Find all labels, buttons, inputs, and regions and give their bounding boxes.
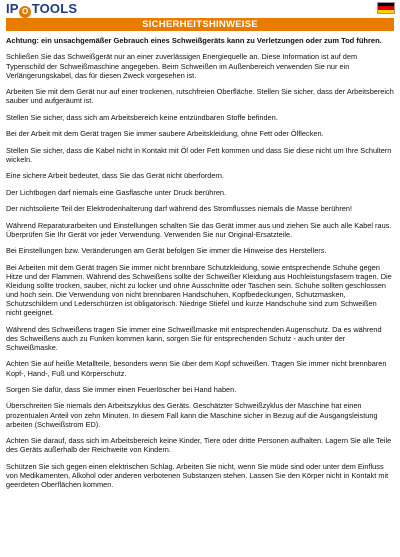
paragraph: Bei Einstellungen bzw. Veränderungen am Gerät befolgen Sie immer die Hinweise des Herstellers. xyxy=(6,246,327,256)
paragraph: Überschreiten Sie niemals den Arbeitszyklus des Geräts. Geschätzter Schweißzyklus der Maschine hat einen prozentualen Anteil von zehn Minuten. In diesem Fall kann die Maschine sicher in Bezug auf die Ausgangsleistung arbeiten (Schweißstrom ED). xyxy=(6,401,378,429)
paragraph: Stellen Sie sicher, dass sich am Arbeitsbereich keine entzündbaren Stoffe befinden. xyxy=(6,112,278,122)
logo-o-mark: O xyxy=(19,6,31,18)
paragraph: Achten Sie auf heiße Metallteile, besonders wenn Sie über dem Kopf schweißen. Tragen Sie immer nicht brennbaren Kopf-, Hand-, Fuß und Körperschutz. xyxy=(6,359,387,378)
safety-instructions xyxy=(6,36,394,496)
warning-text: Achtung: ein unsachgemäßer Gebrauch eines Schweißgeräts kann zu Verletzungen oder zum Tod führen. xyxy=(6,36,382,45)
paragraph: Der nichtsolierte Teil der Elektrodenhalterung darf während des Stromflusses niemals die Masse berühren! xyxy=(6,204,353,214)
paragraph: Schließen Sie das Schweißgerät nur an einer zuverlässigen Energiequelle an. Diese Information ist auf dem Typenschild der Schweißmaschine angegeben. Beim Schweißen im Außenbereich verwenden Sie nur ein Verlängerungskabel, das für diesen Zweck vorgesehen ist. xyxy=(6,52,358,80)
flag-stripe-gold xyxy=(378,10,394,13)
paragraph: Eine sichere Arbeit bedeutet, dass Sie das Gerät nicht überfordern. xyxy=(6,171,224,181)
german-flag-icon xyxy=(377,2,395,14)
paragraph: Schützen Sie sich gegen einen elektrischen Schlag. Arbeiten Sie nicht, wenn Sie müde sind oder unter dem Einfluss von Medikamenten, Alkohol oder anderen verbotenen Substanzen stehen. Lassen Sie den Körper nicht in Kontakt mit geerdeten Oberflächen kommen. xyxy=(6,461,389,489)
paragraph: Achten Sie darauf, dass sich im Arbeitsbereich keine Kinder, Tiere oder dritte Personen aufhalten. Lagern Sie alle Teile des Geräts außerhalb der Reichweite von Kindern. xyxy=(6,436,392,455)
paragraph: Während des Schweißens tragen Sie immer eine Schweißmaske mit entsprechenden Augenschutz. Da es während des Schweißens auch zu Funken kommen kann, sorgen Sie für entsprechenden Schutz - auch unter der Schweißmaske. xyxy=(6,324,382,352)
paragraph: Sorgen Sie dafür, dass Sie immer einen Feuerlöscher bei Hand haben. xyxy=(6,385,237,394)
page-header xyxy=(0,0,400,18)
paragraph: Während Reparaturarbeiten und Einstellungen schalten Sie das Gerät immer aus und ziehen Sie auch alle Kabel raus. Überprüfen Sie Ihr Gerät vor jeder Verwendung. Verwenden Sie nur Original-Ersatzteile. xyxy=(6,220,392,239)
logo-text-ipo: IP xyxy=(6,1,19,16)
paragraph: Arbeiten Sie mit dem Gerät nur auf einer trockenen, rutschfreien Oberfläche. Stellen Sie sicher, dass der Arbeitsbereich sauber und aufgeräumt ist. xyxy=(6,87,394,106)
section-banner: SICHERHEITSHINWEISE xyxy=(6,18,394,31)
ipotools-logo xyxy=(6,2,77,16)
paragraph: Der Lichtbogen darf niemals eine Gasflasche unter Druck berühren. xyxy=(6,187,227,197)
paragraph: Bei Arbeiten mit dem Gerät tragen Sie immer nicht brennbare Schutzkleidung, sowie entsprechende Schuhe gegen Hitze und der Flammen. Während des Schweißens sollte der Schweißer Kleidung aus Hochleistungsfasern tragen. Die Kleidung sollte trocken, sauber, nicht zu locker und ohne Ausschnitte oder Taschen sein. Schuhe sollten geschlossen und hoch sein. Die Verwendung von nicht brennbaren Handschuhen, Kopfbedeckungen, Schutzmasken, Schutzschildern und Lederschürzen ist obligatorisch. Niedrige Stiefel und kurze Handschuhe sind zum Schweißen nicht geeignet. xyxy=(6,262,392,318)
logo-text-tools: TOOLS xyxy=(31,1,78,16)
paragraph: Bei der Arbeit mit dem Gerät tragen Sie immer saubere Arbeitskleidung, ohne Fett oder Ölflecken. xyxy=(6,129,324,139)
paragraph: Stellen Sie sicher, dass die Kabel nicht in Kontakt mit Öl oder Fett kommen und dass Sie diese nicht um Ihre Schultern wickeln. xyxy=(6,145,392,164)
